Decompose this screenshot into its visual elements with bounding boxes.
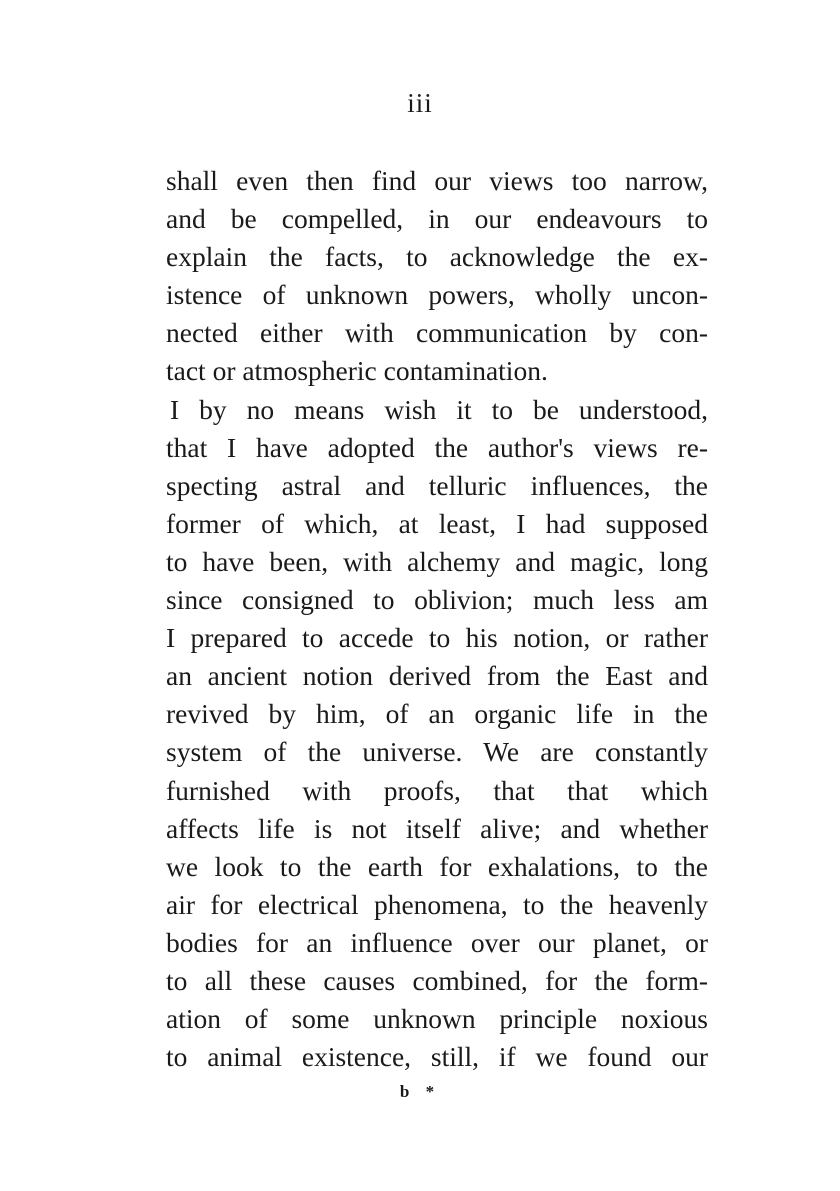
text-line: I by no means wish it to be understood, — [170, 393, 708, 425]
text-line: affects life is not itself alive; and whether — [166, 812, 708, 844]
text-line: I prepared to accede to his notion, or rather — [166, 622, 708, 654]
text-line: furnished with proofs, that that which — [166, 774, 708, 806]
paragraph — [166, 162, 708, 391]
text-line: to all these causes combined, for the form- — [166, 964, 708, 996]
text-line: air for electrical phenomena, to the heavenly — [166, 888, 708, 920]
text-line: former of which, at least, I had supposed — [166, 507, 708, 539]
text-line: and be compelled, in our endeavours to — [166, 203, 708, 235]
text-line: nected either with communication by con- — [166, 317, 708, 349]
paragraph — [166, 391, 708, 1077]
body-text — [166, 162, 708, 1076]
text-line: since consigned to oblivion; much less am — [166, 584, 708, 616]
text-line: explain the facts, to acknowledge the ex- — [166, 241, 708, 273]
text-line: an ancient notion derived from the East and — [166, 660, 708, 692]
signature-mark: b * — [399, 1082, 441, 1101]
text-line: ation of some unknown principle noxious — [166, 1003, 708, 1035]
text-line: istence of unknown powers, wholly uncon- — [166, 279, 708, 311]
text-line: to have been, with alchemy and magic, long — [166, 545, 708, 577]
page-number: iii — [407, 88, 433, 118]
text-line: that I have adopted the author's views re- — [166, 431, 708, 463]
text-line: specting astral and telluric influences, the — [166, 469, 708, 501]
text-line: shall even then find our views too narrow, — [166, 165, 708, 196]
text-line: tact or atmospheric contamination. — [166, 355, 548, 387]
text-line: system of the universe. We are constantly — [166, 736, 708, 768]
text-line: to animal existence, still, if we found our — [166, 1041, 708, 1073]
text-line: bodies for an influence over our planet, or — [166, 926, 708, 958]
text-line: we look to the earth for exhalations, to the — [166, 850, 708, 882]
text-line: revived by him, of an organic life in the — [166, 698, 708, 730]
